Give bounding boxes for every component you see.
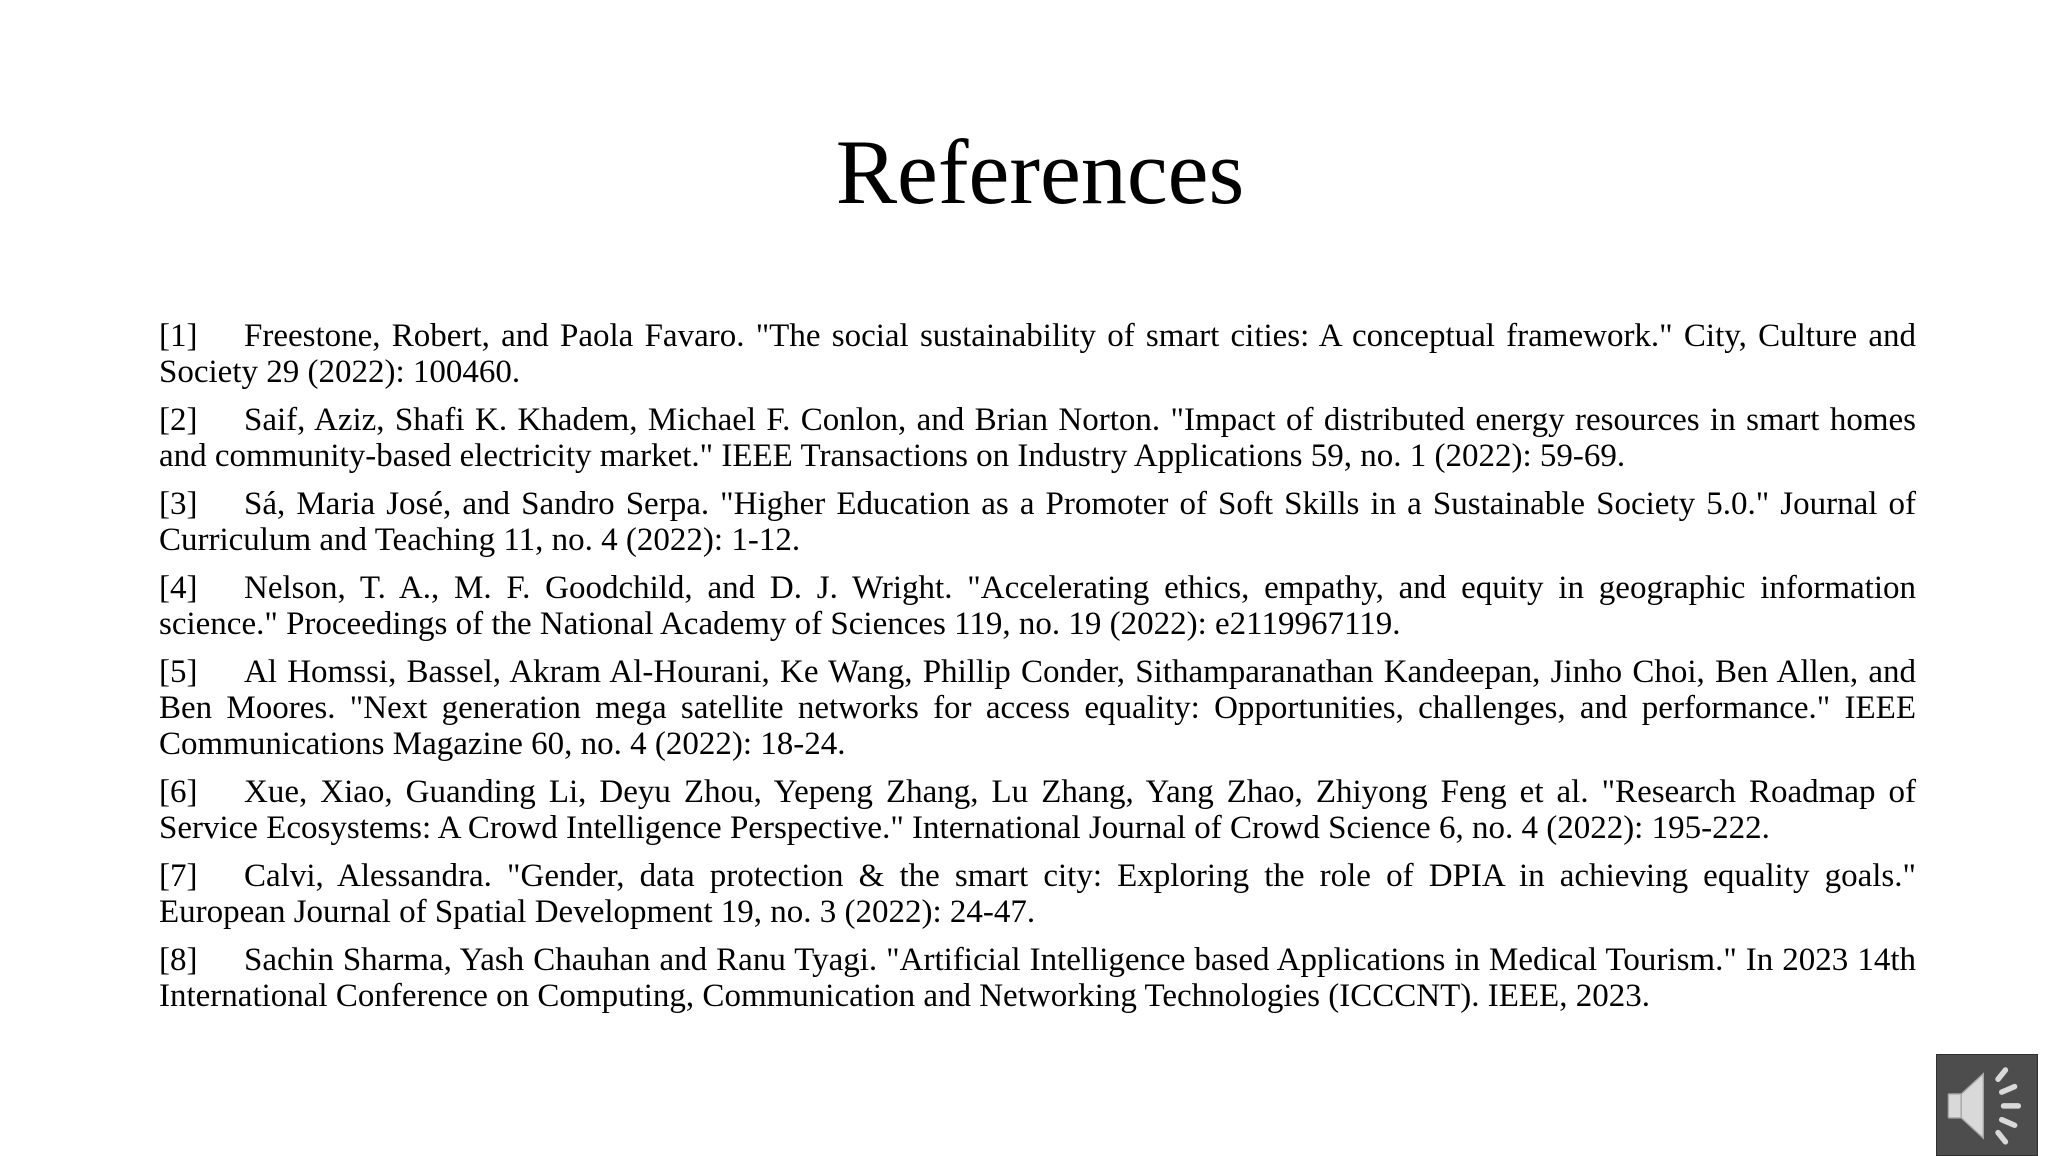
reference-text: Saif, Aziz, Shafi K. Khadem, Michael F. Conlon, and Brian Norton. "Impact of distributed energy resources in smart homes and community-based electricity market." IEEE Transactions on Industry Applications 59, no. 1 (2022): 59-69. (159, 402, 1916, 474)
reference-item-2 (159, 402, 1916, 474)
speaker-icon (1941, 1059, 2033, 1151)
reference-item-3 (159, 486, 1916, 558)
slide-title: References (835, 121, 1245, 223)
reference-number: [8] (159, 942, 198, 978)
reference-text: Calvi, Alessandra. "Gender, data protection & the smart city: Exploring the role of DPIA in achieving equality goals." European Journal of Spatial Development 19, no. 3 (2022): 24-47. (159, 858, 1916, 930)
reference-item-5 (159, 654, 1916, 762)
reference-number: [2] (159, 402, 198, 438)
reference-text: Sá, Maria José, and Sandro Serpa. "Higher Education as a Promoter of Soft Skills in a Sustainable Society 5.0." Journal of Curriculum and Teaching 11, no. 4 (2022): 1-12. (159, 486, 1916, 558)
reference-text: Freestone, Robert, and Paola Favaro. "The social sustainability of smart cities: A conceptual framework." City, Culture and Society 29 (2022): 100460. (159, 318, 1916, 390)
reference-number: [4] (159, 570, 198, 606)
reference-text: Al Homssi, Bassel, Akram Al-Hourani, Ke Wang, Phillip Conder, Sithamparanathan Kandeepan, Jinho Choi, Ben Allen, and Ben Moores. "Next generation mega satellite networks for access equality: Opportunities, challenges, and performance." IEEE Communications Magazine 60, no. 4 (2022): 18-24. (159, 654, 1916, 762)
reference-number: [6] (159, 774, 198, 810)
reference-number: [7] (159, 858, 198, 894)
reference-number: [1] (159, 318, 198, 354)
audio-play-button[interactable] (1936, 1054, 2038, 1156)
reference-list (159, 318, 1916, 1026)
reference-number: [3] (159, 486, 198, 522)
reference-text: Nelson, T. A., M. F. Goodchild, and D. J. Wright. "Accelerating ethics, empathy, and equity in geographic information science." Proceedings of the National Academy of Sciences 119, no. 19 (2022): e2119967119. (159, 570, 1916, 642)
reference-number: [5] (159, 654, 198, 690)
reference-text: Xue, Xiao, Guanding Li, Deyu Zhou, Yepeng Zhang, Lu Zhang, Yang Zhao, Zhiyong Feng et al. "Research Roadmap of Service Ecosystems: A Crowd Intelligence Perspective." International Journal of Crowd Science 6, no. 4 (2022): 195-222. (159, 774, 1916, 846)
reference-item-6 (159, 774, 1916, 846)
reference-item-7 (159, 858, 1916, 930)
reference-item-8 (159, 942, 1916, 1014)
reference-text: Sachin Sharma, Yash Chauhan and Ranu Tyagi. "Artificial Intelligence based Applications in Medical Tourism." In 2023 14th International Conference on Computing, Communication and Networking Technologies (ICCCNT). IEEE, 2023. (159, 942, 1916, 1014)
reference-item-1 (159, 318, 1916, 390)
reference-item-4 (159, 570, 1916, 642)
